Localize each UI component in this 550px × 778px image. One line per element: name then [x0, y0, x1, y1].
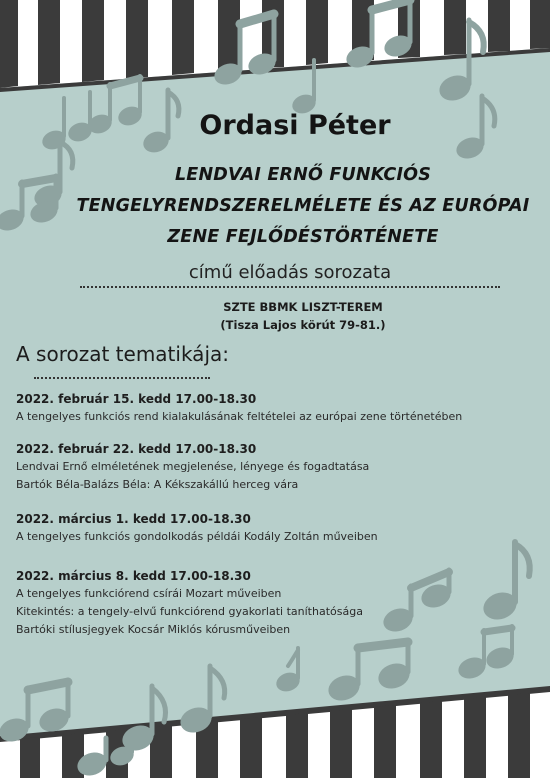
- title-line: LENDVAI ERNŐ FUNKCIÓS: [174, 165, 432, 185]
- event-item: [16, 510, 378, 546]
- event-topic: Bartók Béla-Balázs Béla: A Kékszakállú herceg vára: [16, 478, 299, 491]
- event-item: [16, 390, 462, 426]
- title-line: TENGELYRENDSZERELMÉLETE ÉS AZ EURÓPAI: [76, 196, 530, 216]
- event-topic: A tengelyes funkciós rend kialakulásának feltételei az európai zene történetében: [16, 410, 463, 423]
- event-topic: A tengelyes funkciórend csírái Mozart műveiben: [16, 587, 282, 600]
- event-date: 2022. március 8. kedd 17.00-18.30: [16, 569, 251, 583]
- event-date: 2022. február 22. kedd 17.00-18.30: [16, 442, 257, 456]
- venue-address: (Tisza Lajos körút 79-81.): [220, 318, 386, 332]
- event-date: 2022. március 1. kedd 17.00-18.30: [16, 512, 251, 526]
- author-name: Ordasi Péter: [199, 110, 391, 141]
- event-topic: Lendvai Ernő elméletének megjelenése, lényege és fogadtatása: [16, 460, 370, 473]
- event-date: 2022. február 15. kedd 17.00-18.30: [16, 392, 257, 406]
- venue: [0, 298, 550, 334]
- event-item: [16, 440, 369, 494]
- eighth-note-icon: [480, 542, 530, 624]
- venue-name: SZTE BBMK LISZT-TEREM: [223, 300, 383, 314]
- section-title: A sorozat tematikája:: [16, 342, 229, 366]
- series-subtitle: című előadás sorozata: [188, 262, 392, 283]
- lecture-title: [0, 160, 550, 253]
- title-line: ZENE FEJLŐDÉSTÖRTÉNETE: [167, 227, 439, 247]
- event-item: [16, 567, 363, 639]
- beamed-note-icon: [325, 640, 413, 705]
- event-topic: A tengelyes funkciós gondolkodás példái Kodály Zoltán műveiben: [16, 530, 378, 543]
- dotted-divider: [34, 377, 210, 379]
- eighth-note-icon: [274, 648, 303, 695]
- event-topic: Bartóki stílusjegyek Kocsár Miklós kórusműveiben: [16, 623, 291, 636]
- event-topic: Kitekintés: a tengely-elvű funkciórend gyakorlati taníthatósága: [16, 605, 363, 618]
- dotted-divider: [80, 286, 500, 288]
- beamed-note-icon: [380, 570, 454, 635]
- beamed-note-icon: [455, 626, 516, 682]
